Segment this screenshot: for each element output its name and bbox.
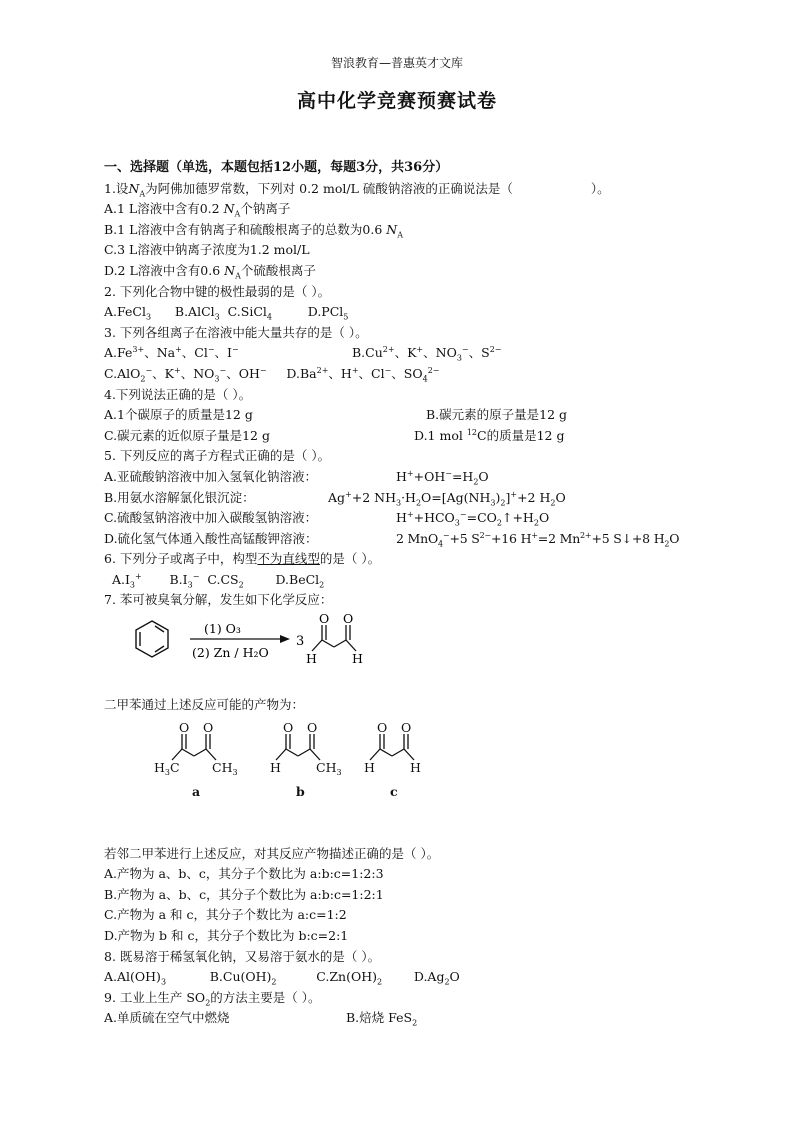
svg-text:H: H	[410, 759, 421, 775]
q3-options-cd: C.AlO$_2$−、K+、$NO_3^-$、OH− $D.Ba^{2+}$、H+、Cl−、$SO_4^{2-}$	[104, 365, 440, 384]
svg-text:H: H	[306, 651, 317, 667]
q5-option-a: A.亚硫酸钠溶液中加入氢氧化钠溶液： $H^++OH^-=H_2O$	[104, 468, 489, 487]
svg-text:CH3: $CH_3$	[212, 759, 238, 777]
q7-option-d: D.产物为 b 和 c，其分子个数比为 b:c=2:1	[104, 928, 349, 944]
q7-products-figure	[104, 716, 704, 802]
q4-stem: 4.下列说法正确的是（ ）。	[104, 386, 252, 402]
q7-option-c: C.产物为 a 和 c，其分子个数比为 a:c=1:2	[104, 907, 347, 923]
svg-text:O: O	[319, 611, 330, 627]
q9-stem: 9. 工业上生产 $SO_2$的方法主要是（ ）。	[104, 989, 321, 1008]
q1-stem: 1.设$N_A$为阿佛加德罗常数，下列对 0.2 mol/L 硫酸钠溶液的正确说法是（ ）。	[104, 180, 610, 199]
svg-text:H: H	[270, 759, 281, 775]
label-b: b	[296, 783, 305, 799]
products-svg	[152, 720, 452, 806]
q4-options-cd: C.碳元素的近似原子量是12 g D.1 mol $^{12}$C的质量是12 g	[104, 427, 565, 443]
q1-option-d: D.2 L溶液中含有0.6 $N_A$个硫酸根离子	[104, 262, 316, 281]
q5-option-b: B.用氨水溶解氯化银沉淀： Ag++2 $NH_3\cdot H_2O=[Ag(NH_3)_2]^++2$ $H_2O$	[104, 489, 566, 507]
q6-stem: 6. 下列分子或离子中，构型不为直线型的是（ ）。	[104, 551, 381, 567]
condition-1: (1) O₃	[204, 621, 241, 637]
condition-2: (2) Zn / H₂O	[192, 645, 269, 661]
q4-options-ab: A.1个碳原子的质量是12 g B.碳元素的原子量是12 g	[104, 407, 568, 423]
q7-subtext: 二甲苯通过上述反应可能的产物为：	[104, 697, 305, 713]
svg-text:O: O	[343, 611, 354, 627]
svg-text:H3C: $H_3C$	[154, 759, 180, 777]
q5-option-d: D.硫化氢气体通入酸性高锰酸钾溶液： 2 MnO$_4$−+5 $S^{2-}+16$ H+=2 $Mn^{2+}+5$ S↓+8 $H_2O$	[104, 530, 680, 549]
exam-content	[104, 158, 704, 1029]
coefficient: 3	[296, 634, 305, 650]
svg-text:O: O	[283, 719, 294, 735]
q8-options: $A.Al(OH)_3$ $B.Cu(OH)_2$ $C.Zn(OH)_2$ $D.Ag_2O$	[104, 969, 460, 987]
page-header: 智浪教育—普惠英才文库	[330, 56, 463, 70]
svg-text:O: O	[377, 719, 388, 735]
svg-text:H: H	[352, 651, 363, 667]
svg-text:O: O	[401, 719, 412, 735]
q7-stem: 7. 苯可被臭氧分解，发生如下化学反应：	[104, 592, 333, 608]
reaction-svg	[132, 611, 552, 681]
section-heading: 一、选择题（单选，本题包括12小题，每题3分，共36分）	[104, 160, 449, 175]
q7-reaction-scheme	[104, 611, 704, 681]
q3-options-ab: $A.Fe^{3+}$、Na+、Cl−、I− $B.Cu^{2+}$、K+、$NO_3^-$、$S^{2-}$	[104, 345, 502, 363]
svg-text:H: H	[364, 759, 375, 775]
q1-option-b: B.1 L溶液中含有钠离子和硫酸根离子的总数为0.6 $N_A$	[104, 221, 403, 240]
q5-option-c: C.硫酸氢钠溶液中加入碳酸氢钠溶液： $H^++HCO_3^-=CO_2↑+H_2O$	[104, 509, 550, 528]
q3-stem: 3. 下列各组离子在溶液中能大量共存的是（ ）。	[104, 324, 368, 340]
svg-text:CH3: $CH_3$	[316, 759, 342, 777]
svg-text:O: O	[307, 719, 318, 735]
q2-options: A.FeCl$_3$ B.AlCl$_3$ C.SiCl$_4$ D.PCl$_5$	[104, 304, 349, 322]
label-a: a	[192, 783, 201, 799]
exam-title: 高中化学竞赛预赛试卷	[296, 90, 497, 112]
svg-text:O: O	[179, 719, 190, 735]
q8-stem: 8. 既易溶于稀氢氧化钠，又易溶于氨水的是（ ）。	[104, 948, 381, 964]
q1-option-a: A.1 L溶液中含有0.2 $N_A$个钠离子	[104, 201, 291, 219]
q7-option-b: B.产物为 a、b、c，其分子个数比为 a:b:c=1:2:1	[104, 886, 384, 902]
q6-options: $A.I_3^+$ $B.I_3^-$ $C.CS_2$ D.BeCl$_2$	[104, 571, 325, 590]
svg-text:O: O	[203, 719, 214, 735]
q7-option-a: A.产物为 a、b、c，其分子个数比为 a:b:c=1:2:3	[104, 866, 384, 882]
q1-option-c: C.3 L溶液中钠离子浓度为1.2 mol/L	[104, 242, 310, 258]
q9-options: A.单质硫在空气中燃烧 B.焙烧 FeS$_2$	[104, 1010, 418, 1028]
q7-question: 若邻二甲苯进行上述反应，对其反应产物描述正确的是（ ）。	[104, 845, 440, 861]
label-c: c	[390, 783, 398, 799]
q5-stem: 5. 下列反应的离子方程式正确的是（ ）。	[104, 448, 331, 464]
q2-stem: 2. 下列化合物中键的极性最弱的是（ ）。	[104, 283, 331, 299]
benzene-structure	[136, 621, 168, 657]
glyoxal-structure	[312, 625, 356, 651]
